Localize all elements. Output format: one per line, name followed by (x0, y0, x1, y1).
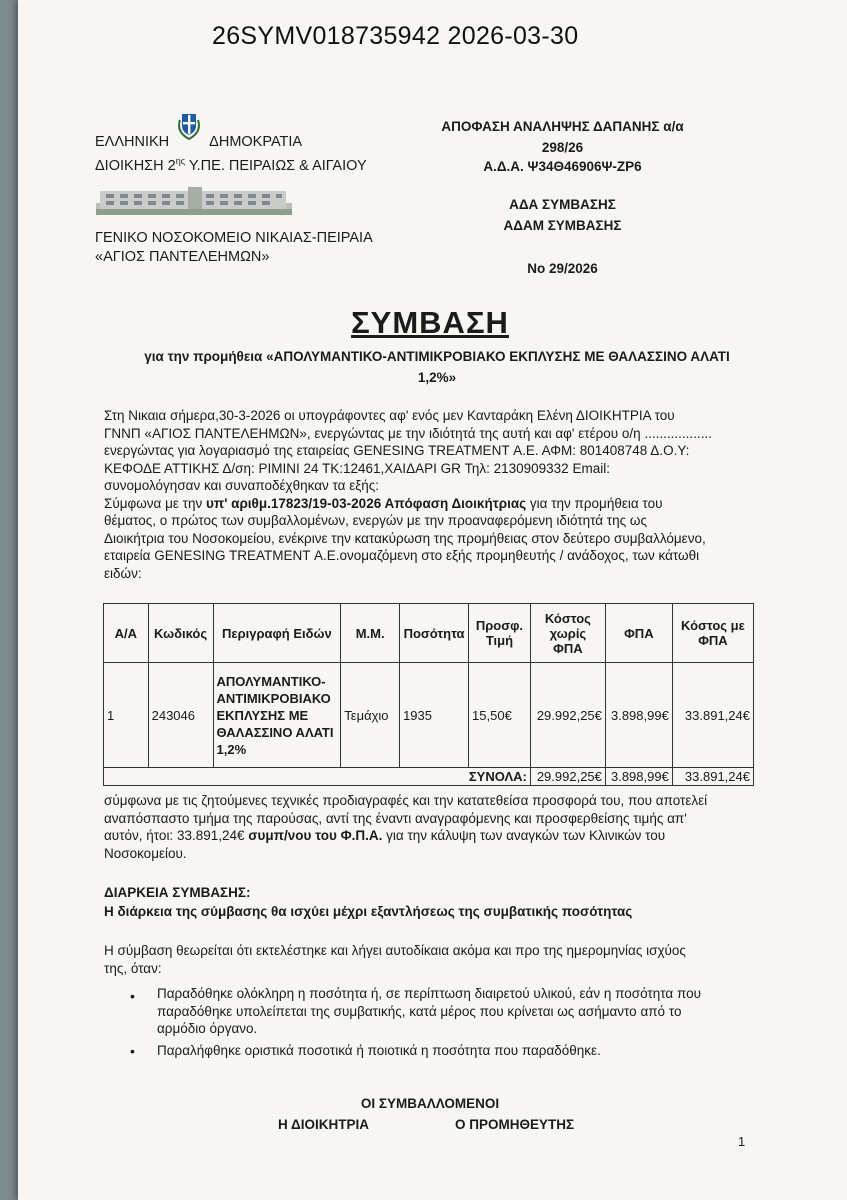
intro-line: ΓΝΝΠ «ΑΓΙΟΣ ΠΑΝΤΕΛΕΗΜΩΝ», ενεργώντας με την ιδιότητά της αυτή και αφ' ετέρου ο/η .................. (104, 425, 712, 441)
cell-vat: 3.898,99€ (605, 663, 672, 768)
intro-line: Διοικήτρια του Νοσοκομείου, ενέκρινε την κατακύρωση της προμήθειας στον δεύτερο συμβαλλόμενο, (104, 530, 706, 546)
signature-supplier: Ο ΠΡΟΜΗΘΕΥΤΗΣ (455, 1117, 575, 1132)
table-header: Κόστος με ΦΠΑ (672, 604, 753, 663)
contract-ada: ΑΔΑ ΣΥΜΒΑΣΗΣ (509, 197, 616, 212)
termination-line: Η σύμβαση θεωρείται ότι εκτελέστηκε και λήγει αυτοδίκαια ακόμα και προ της ημερομηνίας ισχύος (104, 943, 686, 958)
contract-number: Νο 29/2026 (527, 261, 598, 276)
budget-decision-number: 298/26 (541, 140, 584, 155)
cell-quantity: 1935 (400, 663, 469, 768)
termination-paragraph (104, 942, 754, 977)
header-admin-part2: Υ.ΠΕ. ΠΕΙΡΑΙΩΣ & ΑΙΓΑΙΟΥ (188, 157, 367, 174)
hospital-name: ΓΕΝΙΚΟ ΝΟΣΟΚΟΜΕΙΟ ΝΙΚΑΙΑΣ-ΠΕΙΡΑΙΑ (95, 230, 373, 246)
intro-line: εταιρεία GENESING TREATMENT Α.Ε.ονομαζόμενη στο εξής προμηθευτής / ανάδοχος, των κάτωθι (104, 548, 700, 563)
table-header: Ποσότητα (400, 604, 469, 663)
totals-label: ΣΥΝΟΛΑ: (104, 768, 531, 786)
after-table-line: Νοσοκομείου. (104, 845, 187, 861)
total-vat: 3.898,99€ (605, 768, 672, 786)
intro-text: για την προμήθεια του (526, 495, 663, 511)
duration-text: Η διάρκεια της σύμβασης θα ισχύει μέχρι εξαντλήσεως της συμβατικής ποσότητας (104, 904, 633, 919)
bullet-dot-icon: • (130, 988, 135, 1004)
document-registry-id: 26SYMV018735942 2026-03-30 (212, 22, 579, 50)
intro-paragraph (104, 407, 754, 582)
after-table-text: για την κάλυψη των αναγκών των Κλινικών του (382, 828, 666, 843)
header-administration (95, 152, 367, 176)
termination-bullet-1 (157, 985, 757, 1038)
intro-line: ενεργώντας για λογαριασμό της εταιρείας GENESING TREATMENT Α.Ε. ΑΦΜ: 801408748 Δ.Ο.Υ: (104, 443, 690, 458)
header-admin-sup: ης (175, 156, 186, 166)
hospital-building-image (96, 185, 292, 215)
totals-row (104, 768, 754, 786)
intro-line: συνομολόγησαν και συναποδέχθηκαν τα εξής: (104, 478, 380, 493)
bullet-line: αρμόδιο όργανο. (157, 1021, 258, 1036)
header-admin-part1: ΔΙΟΙΚΗΣΗ 2 (95, 157, 176, 174)
bullet-dot-icon: • (130, 1043, 135, 1059)
document-title: ΣΥΜΒΑΣΗ (351, 305, 509, 340)
table-header: Προσφ. Τιμή (469, 604, 531, 663)
header-country (95, 133, 302, 152)
table-header: Κόστος χωρίς ΦΠΑ (530, 604, 605, 663)
after-table-line (104, 827, 754, 845)
bullet-line: παραδόθηκε υπολείπεται της συμβατικής, κατά μέρος που κρίνεται ως ασήμαντο από το (157, 1003, 682, 1019)
ada-number: Α.Δ.Α. Ψ34Θ46906Ψ-ΖΡ6 (483, 159, 642, 174)
header-country-word1: ΕΛΛΗΝΙΚΗ (95, 134, 170, 150)
table-header: Α/Α (104, 604, 149, 663)
subtitle-line1: για την προμήθεια «ΑΠΟΛΥΜΑΝΤΙΚΟ-ΑΝΤΙΜΙΚΡΟΒΙΑΚΟ ΕΚΠΛΥΣΗΣ ΜΕ ΘΑΛΑΣΣΙΝΟ ΑΛΑΤΙ (144, 349, 730, 364)
intro-line-decision (104, 495, 754, 513)
intro-line: θέματος, ο πρώτος των συμβαλλομένων, ενεργών με την προαναφερόμενη ιδιότητά της ως (104, 513, 647, 528)
total-gross: 33.891,24€ (672, 768, 753, 786)
signature-director: Η ΔΙΟΙΚΗΤΡΙΑ (278, 1117, 369, 1132)
cell-net-cost: 29.992,25€ (530, 663, 605, 768)
table-row (104, 663, 754, 768)
cell-price: 15,50€ (469, 663, 531, 768)
table-header: Μ.Μ. (341, 604, 400, 663)
header-country-word2: ΔΗΜΟΚΡΑΤΙΑ (209, 134, 303, 150)
duration-heading: ΔΙΑΡΚΕΙΑ ΣΥΜΒΑΣΗΣ: (104, 885, 251, 900)
decision-reference: υπ' αριθμ.17823/19-03-2026 Απόφαση Διοικήτριας (206, 495, 527, 511)
intro-line: ειδών: (104, 565, 142, 581)
signatures-heading: ΟΙ ΣΥΜΒΑΛΛΟΜΕΝΟΙ (360, 1096, 500, 1111)
bullet-line: Παραδόθηκε ολόκληρη η ποσότητα ή, σε περίπτωση διαιρετού υλικού, εάν η ποσότητα που (157, 986, 701, 1001)
table-header: Κωδικός (148, 604, 213, 663)
page-number: 1 (738, 1134, 746, 1149)
termination-line: της, όταν: (104, 960, 162, 976)
hospital-name-quoted: «ΑΓΙΟΣ ΠΑΝΤΕΛΕΗΜΩΝ» (95, 249, 270, 265)
cell-unit: Τεμάχιο (341, 663, 400, 768)
subtitle-line2: 1,2%» (417, 370, 457, 385)
termination-bullet-2: Παραλήφθηκε οριστικά ποσοτικά ή ποιοτικά η ποσότητα που παραδόθηκε. (157, 1043, 601, 1058)
after-table-line: αναπόσπαστο τμήμα της παρούσας, αντί της έναντι αναγραφόμενης και προσφερθείσης τιμής απ' (104, 810, 687, 826)
intro-line: Στη Νικαια σήμερα,30-3-2026 οι υπογράφοντες αφ' ενός μεν Κανταράκη Ελένη ΔΙΟΙΚΗΤΡΙΑ του (104, 408, 675, 423)
total-net: 29.992,25€ (530, 768, 605, 786)
cell-code: 243046 (148, 663, 213, 768)
after-table-text: αυτόν, ήτοι: 33.891,24€ (104, 828, 249, 843)
after-table-paragraph (104, 792, 754, 862)
vat-inclusive-note: συμπ/νου του Φ.Π.Α. (248, 828, 383, 843)
items-table (103, 603, 754, 786)
intro-text: Σύμφωνα με την (104, 495, 206, 511)
budget-decision-label: ΑΠΟΦΑΣΗ ΑΝΑΛΗΨΗΣ ΔΑΠΑΝΗΣ α/α (441, 119, 684, 134)
document-subtitle (112, 346, 762, 388)
intro-line: ΚΕΦΟΔΕ ΑΤΤΙΚΗΣ Δ/ση: ΡΙΜΙΝΙ 24 ΤΚ:12461,ΧΑΙΔΑΡΙ GR Τηλ: 2130909332 Email: (104, 460, 610, 476)
cell-description: ΑΠΟΛΥΜΑΝΤΙΚΟ-ΑΝΤΙΜΙΚΡΟΒΙΑΚΟ ΕΚΠΛΥΣΗΣ ΜΕ ΘΑΛΑΣΣΙΝΟ ΑΛΑΤΙ 1,2% (213, 663, 341, 768)
cell-gross-cost: 33.891,24€ (672, 663, 753, 768)
after-table-line: σύμφωνα με τις ζητούμενες τεχνικές προδιαγραφές και την κατατεθείσα προσφορά του, που αποτελεί (104, 793, 708, 808)
table-header: Περιγραφή Ειδών (213, 604, 341, 663)
table-header: ΦΠΑ (605, 604, 672, 663)
contract-adam: ΑΔΑΜ ΣΥΜΒΑΣΗΣ (503, 218, 622, 233)
cell-aa: 1 (104, 663, 149, 768)
table-header-row (104, 604, 754, 663)
